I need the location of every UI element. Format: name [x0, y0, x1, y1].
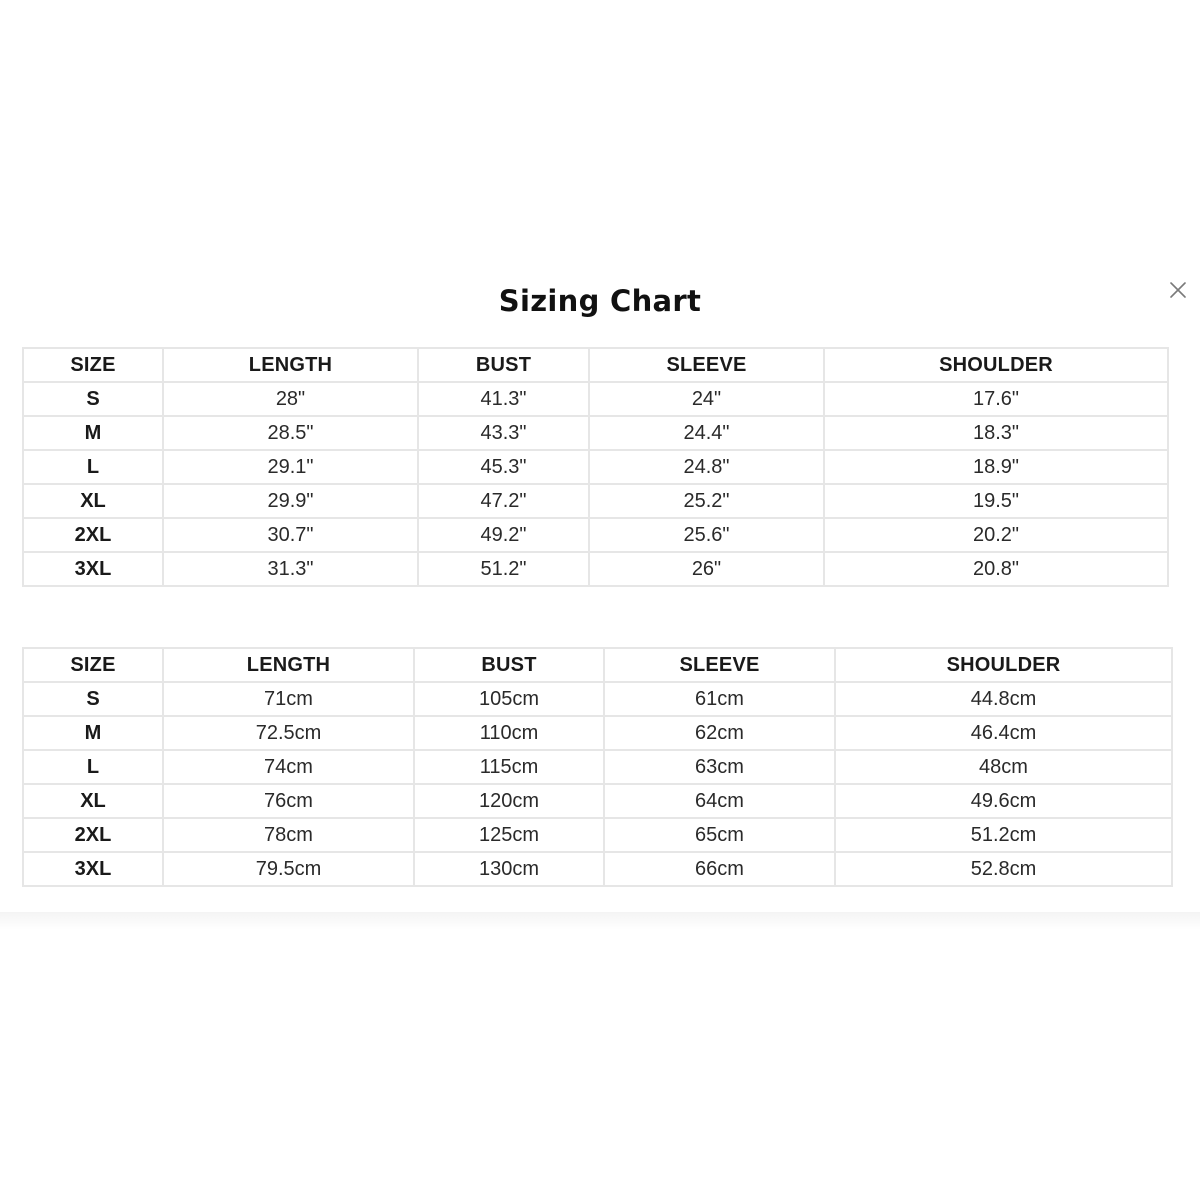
bust-cell: 125cm: [414, 818, 604, 852]
table-row: [23, 750, 1172, 784]
sleeve-cell: 65cm: [604, 818, 835, 852]
column-header-length: LENGTH: [163, 348, 418, 382]
sleeve-cell: 24": [589, 382, 824, 416]
size-cell: L: [23, 750, 163, 784]
sleeve-cell: 62cm: [604, 716, 835, 750]
length-cell: 79.5cm: [163, 852, 414, 886]
shoulder-cell: 20.2": [824, 518, 1168, 552]
size-cell: 2XL: [23, 518, 163, 552]
modal-bottom-edge: [0, 912, 1200, 930]
bust-cell: 49.2": [418, 518, 589, 552]
sizing-table-inches: [22, 347, 1169, 587]
sleeve-cell: 66cm: [604, 852, 835, 886]
sleeve-cell: 24.8": [589, 450, 824, 484]
size-cell: 3XL: [23, 552, 163, 586]
length-cell: 28.5": [163, 416, 418, 450]
column-header-shoulder: SHOULDER: [835, 648, 1172, 682]
shoulder-cell: 46.4cm: [835, 716, 1172, 750]
shoulder-cell: 18.9": [824, 450, 1168, 484]
size-cell: S: [23, 682, 163, 716]
length-cell: 29.1": [163, 450, 418, 484]
column-header-sleeve: SLEEVE: [604, 648, 835, 682]
shoulder-cell: 52.8cm: [835, 852, 1172, 886]
length-cell: 71cm: [163, 682, 414, 716]
length-cell: 29.9": [163, 484, 418, 518]
sleeve-cell: 24.4": [589, 416, 824, 450]
shoulder-cell: 49.6cm: [835, 784, 1172, 818]
length-cell: 78cm: [163, 818, 414, 852]
size-cell: L: [23, 450, 163, 484]
table-row: [23, 818, 1172, 852]
shoulder-cell: 20.8": [824, 552, 1168, 586]
close-icon: [1166, 278, 1190, 302]
column-header-shoulder: SHOULDER: [824, 348, 1168, 382]
shoulder-cell: 48cm: [835, 750, 1172, 784]
bust-cell: 105cm: [414, 682, 604, 716]
size-cell: 2XL: [23, 818, 163, 852]
table-row: [23, 518, 1168, 552]
shoulder-cell: 17.6": [824, 382, 1168, 416]
length-cell: 74cm: [163, 750, 414, 784]
sleeve-cell: 64cm: [604, 784, 835, 818]
size-cell: XL: [23, 784, 163, 818]
bust-cell: 120cm: [414, 784, 604, 818]
close-button[interactable]: [1166, 278, 1190, 302]
length-cell: 76cm: [163, 784, 414, 818]
page-title: Sizing Chart: [498, 284, 702, 318]
size-cell: M: [23, 716, 163, 750]
table-row: [23, 716, 1172, 750]
shoulder-cell: 44.8cm: [835, 682, 1172, 716]
table-row: [23, 382, 1168, 416]
sleeve-cell: 63cm: [604, 750, 835, 784]
sizing-table-cm: [22, 647, 1173, 887]
column-header-size: SIZE: [23, 348, 163, 382]
table-row: [23, 416, 1168, 450]
bust-cell: 115cm: [414, 750, 604, 784]
sleeve-cell: 25.2": [589, 484, 824, 518]
size-cell: 3XL: [23, 852, 163, 886]
table-row: [23, 682, 1172, 716]
column-header-sleeve: SLEEVE: [589, 348, 824, 382]
bust-cell: 43.3": [418, 416, 589, 450]
size-cell: M: [23, 416, 163, 450]
length-cell: 31.3": [163, 552, 418, 586]
sleeve-cell: 25.6": [589, 518, 824, 552]
table-row: [23, 450, 1168, 484]
column-header-bust: BUST: [418, 348, 589, 382]
table-row: [23, 852, 1172, 886]
sleeve-cell: 61cm: [604, 682, 835, 716]
bust-cell: 47.2": [418, 484, 589, 518]
length-cell: 72.5cm: [163, 716, 414, 750]
length-cell: 30.7": [163, 518, 418, 552]
size-cell: S: [23, 382, 163, 416]
sleeve-cell: 26": [589, 552, 824, 586]
bust-cell: 110cm: [414, 716, 604, 750]
bust-cell: 41.3": [418, 382, 589, 416]
bust-cell: 130cm: [414, 852, 604, 886]
size-cell: XL: [23, 484, 163, 518]
column-header-length: LENGTH: [163, 648, 414, 682]
bust-cell: 45.3": [418, 450, 589, 484]
shoulder-cell: 18.3": [824, 416, 1168, 450]
column-header-size: SIZE: [23, 648, 163, 682]
shoulder-cell: 51.2cm: [835, 818, 1172, 852]
bust-cell: 51.2": [418, 552, 589, 586]
table-header-row: [23, 348, 1168, 382]
shoulder-cell: 19.5": [824, 484, 1168, 518]
length-cell: 28": [163, 382, 418, 416]
table-row: [23, 552, 1168, 586]
table-row: [23, 784, 1172, 818]
table-header-row: [23, 648, 1172, 682]
column-header-bust: BUST: [414, 648, 604, 682]
table-row: [23, 484, 1168, 518]
